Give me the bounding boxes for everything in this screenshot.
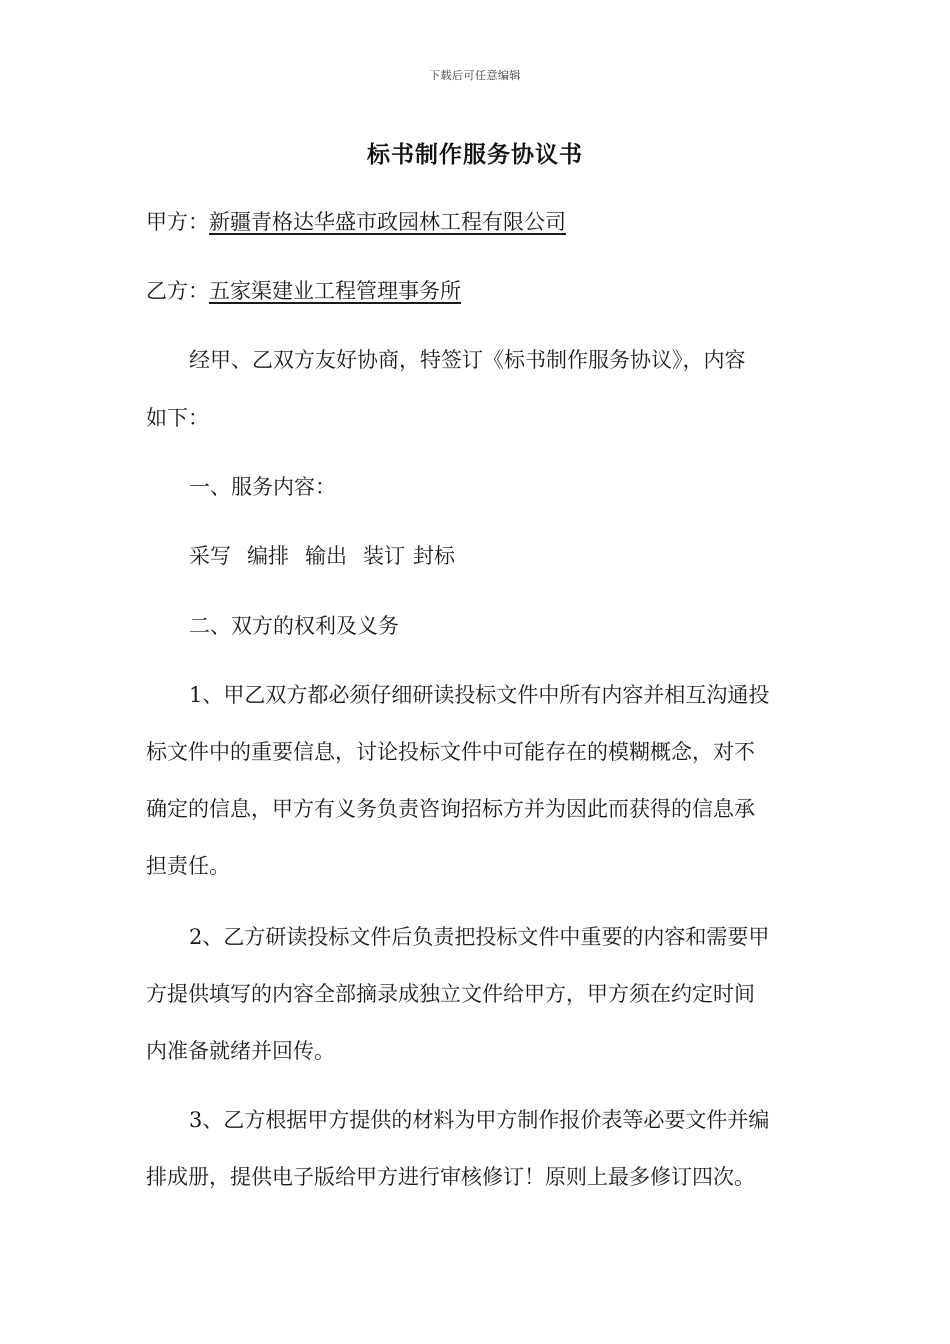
party-a-line <box>146 207 566 237</box>
party-b-name: 五家渠建业工程管理事务所 <box>209 279 461 303</box>
party-a-name: 新疆青格达华盛市政园林工程有限公司 <box>209 210 566 234</box>
document-title: 标书制作服务协议书 <box>367 141 583 168</box>
header-note: 下载后可任意编辑 <box>429 69 521 82</box>
clause-1-line: 确定的信息，甲方有义务负责咨询招标方并为因此而获得的信息承 <box>146 797 755 821</box>
party-b-line <box>146 276 461 306</box>
clause-2-line: 内准备就绪并回传。 <box>146 1039 335 1063</box>
clause-2-line: 2、乙方研读投标文件后负责把投标文件中重要的内容和需要甲 <box>189 925 770 949</box>
service-item: 编排 <box>247 544 289 568</box>
service-item: 封标 <box>413 544 455 568</box>
intro-line-2: 如下： <box>146 406 209 430</box>
party-b-label: 乙方： <box>146 279 209 303</box>
service-items <box>189 541 455 571</box>
service-item: 装订 <box>363 544 405 568</box>
clause-2-line: 方提供填写的内容全部摘录成独立文件给甲方，甲方须在约定时间 <box>146 982 755 1006</box>
section-2-heading: 二、双方的权利及义务 <box>189 614 399 638</box>
service-item: 输出 <box>305 544 347 568</box>
section-1-heading: 一、服务内容： <box>189 475 336 499</box>
service-item: 采写 <box>189 544 231 568</box>
party-a-label: 甲方： <box>146 210 209 234</box>
intro-line-1: 经甲、乙双方友好协商，特签订《标书制作服务协议》，内容 <box>189 348 746 372</box>
clause-3-line: 3、乙方根据甲方提供的材料为甲方制作报价表等必要文件并编 <box>189 1108 770 1132</box>
clause-1-line: 标文件中的重要信息，讨论投标文件中可能存在的模糊概念，对不 <box>146 740 755 764</box>
clause-1-line: 1、甲乙双方都必须仔细研读投标文件中所有内容并相互沟通投 <box>189 683 770 707</box>
clause-3-line: 排成册，提供电子版给甲方进行审核修订！原则上最多修订四次。 <box>146 1165 755 1189</box>
clause-1-line: 担责任。 <box>146 854 230 878</box>
